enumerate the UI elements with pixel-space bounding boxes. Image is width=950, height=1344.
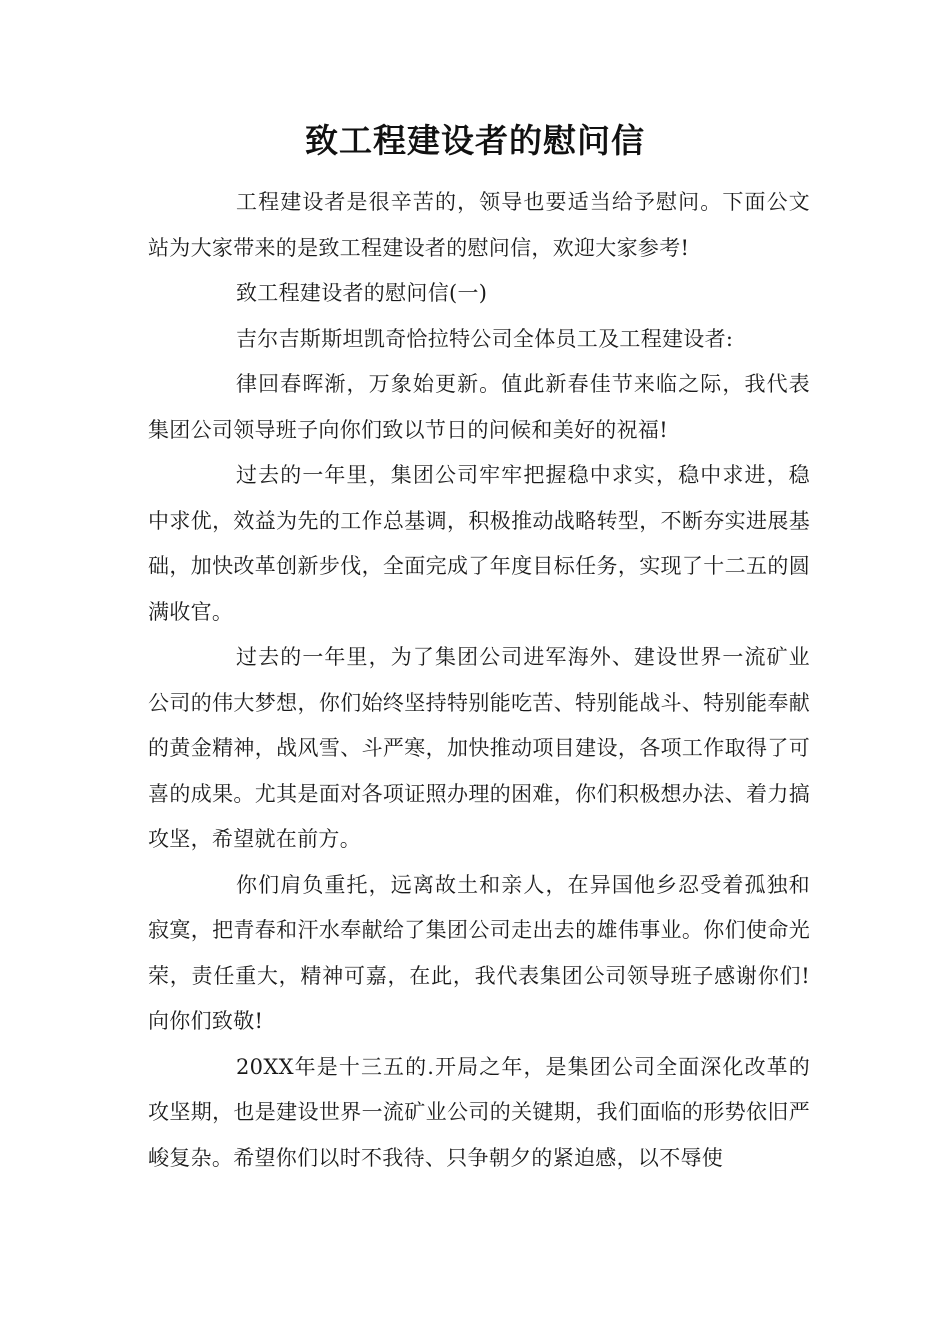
paragraph-review: 过去的一年里，集团公司牢牢把握稳中求实，稳中求进，稳中求优，效益为先的工作总基调，积极推动战略转型，不断夯实进展基础，加快改革创新步伐，全面完成了年度目标任务，实现了十二五的圆满收官。 <box>148 463 810 624</box>
paragraph-intro: 工程建设者是很辛苦的，领导也要适当给予慰问。下面公文站为大家带来的是致工程建设者的慰问信，欢迎大家参考! <box>148 190 810 260</box>
paragraph-salutation: 吉尔吉斯斯坦凯奇恰拉特公司全体员工及工程建设者: <box>236 326 734 351</box>
paragraph-achievements: 过去的一年里，为了集团公司进军海外、建设世界一流矿业公司的伟大梦想，你们始终坚持特别能吃苦、特别能战斗、特别能奉献的黄金精神，战风雪、斗严寒，加快推动项目建设，各项工作取得了可喜的成果。尤其是面对各项证照办理的困难，你们积极想办法、着力搞攻坚，希望就在前方。 <box>148 645 810 851</box>
document-title: 致工程建设者的慰问信 <box>305 121 645 160</box>
document-body <box>148 180 810 1181</box>
paragraph-subtitle: 致工程建设者的慰问信(一) <box>236 281 488 305</box>
paragraph-greeting: 律回春晖渐，万象始更新。值此新春佳节来临之际，我代表集团公司领导班子向你们致以节日的问候和美好的祝福! <box>148 372 810 442</box>
paragraph-thanks: 你们肩负重托，远离故土和亲人，在异国他乡忍受着孤独和寂寞，把青春和汗水奉献给了集团公司走出去的雄伟事业。你们使命光荣，责任重大，精神可嘉，在此，我代表集团公司领导班子感谢你们!向你们致敬! <box>148 872 810 1033</box>
paragraph-outlook: 20XX年是十三五的.开局之年，是集团公司全面深化改革的攻坚期，也是建设世界一流矿业公司的关键期，我们面临的形势依旧严峻复杂。希望你们以时不我待、只争朝夕的紧迫感，以不辱使 <box>148 1054 810 1170</box>
